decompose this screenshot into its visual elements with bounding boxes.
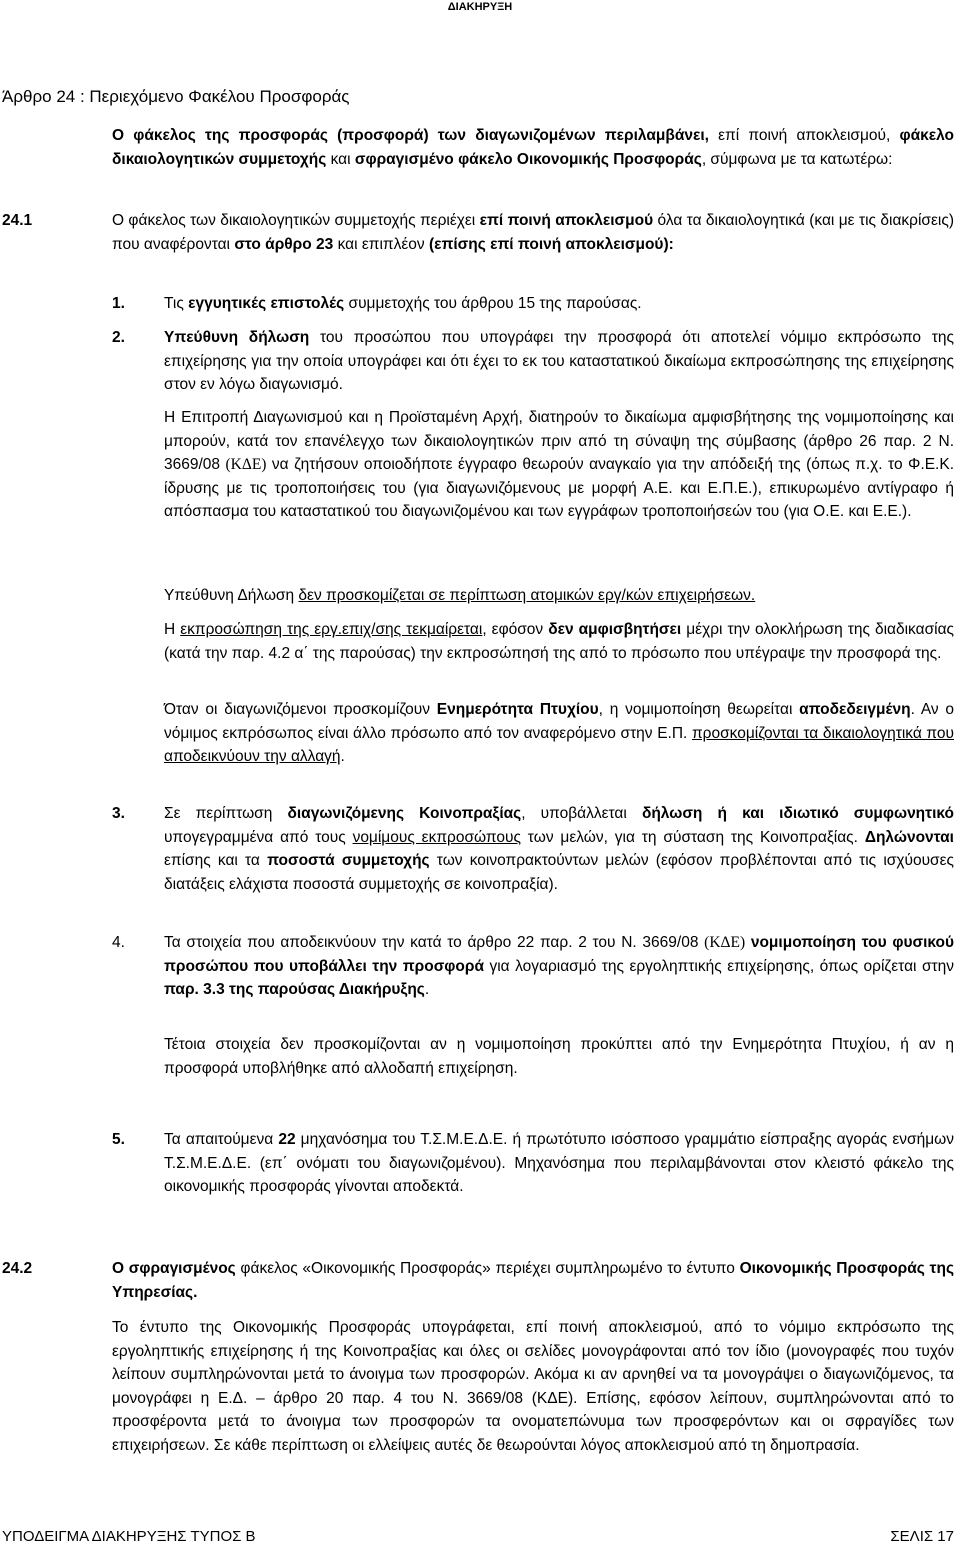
- item-number-1: 1.: [112, 295, 125, 312]
- item-5-text: [164, 1128, 954, 1199]
- item1-bold: εγγυητικές επιστολές: [188, 295, 345, 312]
- item4-bold-2: παρ. 3.3 της παρούσας Διακήρυξης: [164, 981, 425, 998]
- certificate-text-3: . Αν ο νόμιμος εκπρόσωπος είναι άλλο πρόσωπο από τον αναφερόμενο στην Ε.Π.: [164, 701, 955, 742]
- intro-text-2: και: [326, 150, 355, 168]
- declaration-underlined: δεν προσκομίζεται σε περίπτωση ατομικών εργ/κών επιχειρήσεων.: [298, 587, 756, 604]
- representation-underlined: εκπροσώπηση της εργ.επιχ/σης τεκμαίρεται: [180, 621, 483, 638]
- item2-text: του προσώπου που υπογράφει την προσφορά ότι αποτελεί νόμιμο εκπρόσωπο της επιχείρησης για την οποία υπογράφει και ότι έχει το εκ του καταστατικού δικαίωμα εκπροσώπησης της επιχείρησης στον εν λόγω διαγωνισμό.: [164, 329, 955, 393]
- committee-text-2: να ζητήσουν οποιοδήποτε έγγραφο θεωρούν αναγκαίο για την απόδειξή της (όπως π.χ. το Φ.Ε.Κ. ίδρυσης με τις τροποποιήσεις του (για διαγωνιζόμενους με μορφή Α.Ε. και Ε.Π.Ε.), επικυρωμένο αντίγραφο ή απόσπασμα του καταστατικού του διαγωνιζομένου και των εγγράφων τροποποιήσεών του (για Ο.Ε. και Ε.Ε.).: [164, 456, 954, 520]
- s241-bold: επί ποινή αποκλεισμού: [479, 212, 654, 229]
- item-4-text: [164, 931, 954, 1002]
- item5-text: Τα απαιτούμενα: [164, 1131, 279, 1148]
- item-2-text: [164, 326, 954, 397]
- certificate-underlined: προσκομίζονται τα δικαιολογητικά που αποδεικνύουν την αλλαγή: [164, 724, 954, 765]
- such-data-text: Τέτοια στοιχεία δεν προσκομίζονται αν η νομιμοποίηση προκύπτει από την Ενημερότητα Πτυχίου, ή αν η προσφορά υποβλήθηκε από αλλοδαπή επιχείρηση.: [164, 1036, 954, 1077]
- s241-text: Ο φάκελος των δικαιολογητικών συμμετοχής περιέχει: [112, 212, 480, 229]
- intro-text-3: , σύμφωνα με τα κατωτέρω:: [701, 150, 893, 168]
- certificate-text-2: , η νομιμοποίηση θεωρείται: [598, 701, 800, 718]
- declaration-note: [164, 584, 954, 608]
- item3-text-3: υπογεγραμμένα από τους: [164, 828, 353, 846]
- item3-text-6: των κοινοπρακτούντων μελών (εφόσον προβλέπονται από τις ισχύουσες διατάξεις ελάχιστα ποσοστά συμμετοχής σε κοινοπραξία).: [164, 852, 954, 893]
- item4-text-3: .: [424, 981, 430, 998]
- intro-bold-2: φάκελο δικαιολογητικών συμμετοχής: [112, 127, 954, 168]
- s241-bold-3: (επίσης επί ποινή αποκλεισμού):: [428, 235, 674, 253]
- article-title: Άρθρο 24 : Περιεχόμενο Φακέλου Προσφοράς: [2, 87, 350, 106]
- item4-text-2: για λογαριασμό της εργοληπτικής επιχείρησης, όπως ορίζεται στην: [483, 957, 955, 975]
- item3-text-5: επίσης και τα: [164, 852, 268, 869]
- item-3-text: [164, 802, 954, 896]
- item1-text-2: συμμετοχής του άρθρου 15 της παρούσας.: [344, 295, 642, 312]
- footer-page-number: ΣΕΛΙΣ 17: [890, 1528, 954, 1545]
- item3-text: Σε περίπτωση: [164, 805, 288, 822]
- s242-bold: Ο σφραγισμένος: [112, 1260, 236, 1277]
- declaration-text: Υπεύθυνη Δήλωση: [164, 587, 299, 604]
- item3-bold: διαγωνιζόμενης Κοινοπραξίας: [287, 805, 522, 822]
- section-number-24-1: 24.1: [2, 212, 33, 229]
- form-text: Το έντυπο της Οικονομικής Προσφοράς υπογράφεται, επί ποινή αποκλεισμού, από το νόμιμο εκπρόσωπο της εργοληπτικής επιχείρησης ή της Κοινοπραξίας και όλες οι σελίδες μονογράφονται από τον ίδιο (μονογραφές που τυχόν λείπουν συμπληρώνονται μετά το άνοιγμα των προσφορών. Ακόμα κι αν αρνηθεί να τα μονογράψει ο διαγωνιζόμενος, τα μονογράφει η Ε.Δ. – άρθρο 20 παρ. 4 του Ν. 3669/08 (ΚΔΕ). Επίσης, εφόσον λείπουν, συμπληρώνονται από το προσφέροντα μετά το άνοιγμα των προσφορών τα ονοματεπώνυμα των προσφερόντων και οι σφραγίδες των επιχειρήσεων. Σε κάθε περίπτωση οι ελλείψεις αυτές δε θεωρούνται λόγος αποκλεισμού από τη δημοπρασία.: [112, 1319, 954, 1454]
- committee-paragraph: [164, 406, 954, 524]
- form-paragraph: [112, 1316, 954, 1457]
- intro-text: επί ποινή αποκλεισμού,: [708, 127, 900, 144]
- item3-text-2: , υποβάλλεται: [521, 805, 642, 822]
- item-number-4: 4.: [112, 934, 125, 951]
- representation-text-3: μέχρι την ολοκλήρωση της διαδικασίας (κατά την παρ. 4.2 α΄ της παρούσας) την εκπροσώπησή της από το πρόσωπο που υπέγραψε την προσφορά της.: [164, 621, 955, 662]
- s242-bold-2: Οικονομικής Προσφοράς της Υπηρεσίας.: [112, 1260, 955, 1301]
- such-data-paragraph: [164, 1033, 954, 1080]
- item4-bold: νομιμοποίηση του φυσικού προσώπου που υποβάλλει την προσφορά: [164, 934, 954, 975]
- section-24-2-text: [112, 1257, 954, 1304]
- item2-bold: Υπεύθυνη δήλωση: [164, 329, 310, 346]
- certificate-paragraph: [164, 698, 954, 769]
- item3-bold-3: Δηλώνονται: [864, 828, 954, 846]
- representation-bold: δεν αμφισβητήσει: [548, 621, 682, 638]
- committee-kde: (ΚΔΕ): [225, 456, 267, 473]
- intro-bold-3: σφραγισμένο φάκελο Οικονομικής Προσφοράς: [354, 150, 702, 168]
- s241-bold-2: στο άρθρο 23: [234, 235, 334, 253]
- certificate-text-4: .: [340, 748, 345, 765]
- s242-text: φάκελος «Οικονομικής Προσφοράς» περιέχει συμπληρωμένο το έντυπο: [235, 1260, 740, 1277]
- representation-text: Η: [164, 621, 181, 638]
- section-24-1-text: [112, 209, 954, 256]
- item-number-2: 2.: [112, 329, 125, 346]
- item3-underlined: νομίμους εκπροσώπους: [352, 828, 521, 846]
- s241-text-3: και επιπλέον: [333, 235, 429, 253]
- item-number-5: 5.: [112, 1131, 125, 1148]
- section-number-24-2: 24.2: [2, 1260, 33, 1277]
- committee-text: Η Επιτροπή Διαγωνισμού και η Προϊσταμένη Αρχή, διατηρούν το δικαίωμα αμφισβήτησης της νομιμοποίησης και μπορούν, κατά τον επανέλεγχο των δικαιολογητικών πριν από τη σύναψη της σύμβασης (άρθρο 26 παρ. 2 Ν. 3669/08: [164, 409, 954, 473]
- item5-bold: 22: [278, 1131, 296, 1148]
- item-1-text: [164, 292, 954, 316]
- intro-bold: Ο φάκελος της προσφοράς (προσφορά) των διαγωνιζομένων περιλαμβάνει,: [112, 127, 709, 144]
- certificate-text: Όταν οι διαγωνιζόμενοι προσκομίζουν: [164, 701, 437, 718]
- footer-left: ΥΠΟΔΕΙΓΜΑ ΔΙΑΚΗΡΥΞΗΣ ΤΥΠΟΣ Β: [2, 1528, 256, 1545]
- item4-text: Τα στοιχεία που αποδεικνύουν την κατά το άρθρο 22 παρ. 2 του Ν. 3669/08: [164, 934, 705, 951]
- representation-paragraph: [164, 618, 954, 665]
- item4-kde: (ΚΔΕ): [704, 934, 746, 951]
- item5-text-2: μηχανόσημα του Τ.Σ.Μ.Ε.Δ.Ε. ή πρωτότυπο ισόσποσο γραμμάτιο είσπραξης αγοράς ενσήμων Τ.Σ.Μ.Ε.Δ.Ε. (επ΄ ονόματι του διαγωνιζομένου). Μηχανόσημα που περιλαμβάνονται στον κλειστό φάκελο της οικονομικής προσφοράς γίνονται αποδεκτά.: [164, 1131, 954, 1195]
- representation-text-2: , εφόσον: [482, 621, 549, 638]
- item3-text-4: των μελών, για τη σύσταση της Κοινοπραξίας.: [520, 828, 865, 846]
- item1-text: Τις: [164, 295, 189, 312]
- intro-paragraph: [112, 124, 954, 171]
- s241-text-2: όλα τα δικαιολογητικά (και με τις διακρίσεις) που αναφέρονται: [112, 212, 954, 253]
- item3-bold-2: δήλωση ή και ιδιωτικό συμφωνητικό: [641, 805, 954, 822]
- certificate-bold-2: αποδεδειγμένη: [799, 701, 911, 718]
- certificate-bold: Ενημερότητα Πτυχίου: [436, 701, 599, 718]
- item-number-3: 3.: [112, 805, 125, 822]
- item3-bold-4: ποσοστά συμμετοχής: [267, 852, 430, 869]
- page-header: ΔΙΑΚΗΡΥΞΗ: [447, 1, 513, 13]
